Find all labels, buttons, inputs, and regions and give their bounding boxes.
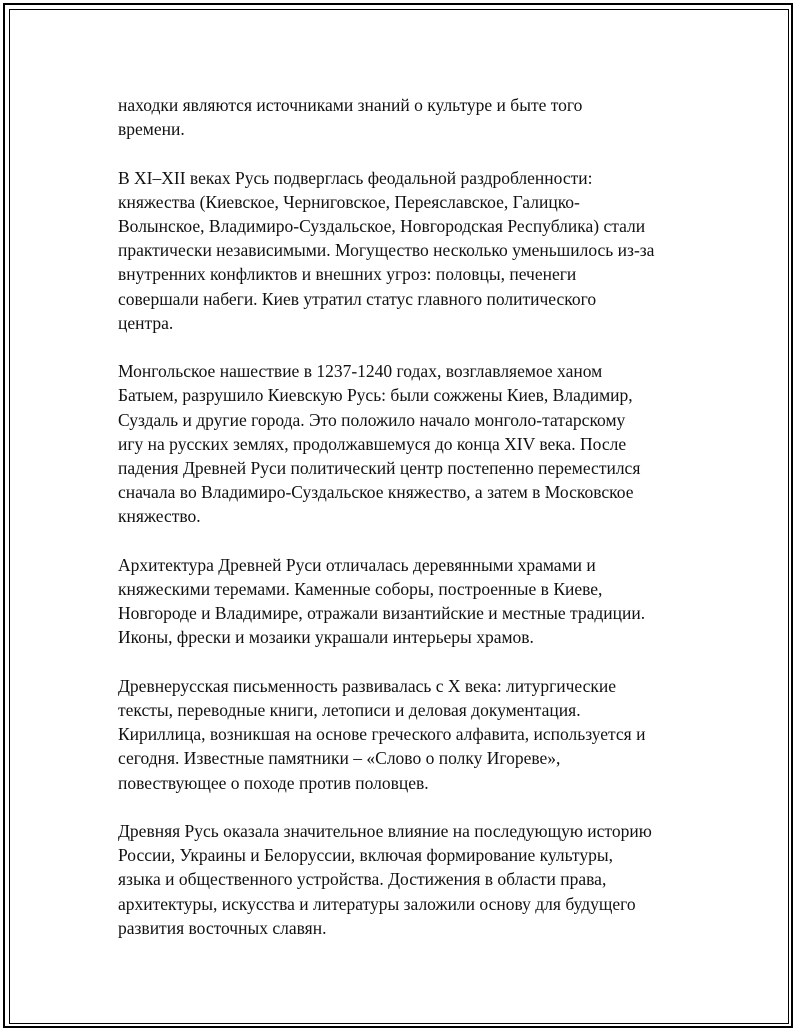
- text-line: княжескими теремами. Каменные соборы, построенные в Киеве,: [118, 579, 603, 600]
- text-line: игу на русских землях, продолжавшемуся до конца XIV века. После: [118, 433, 627, 454]
- text-line: Батыем, разрушило Киевскую Русь: были сожжены Киев, Владимир,: [118, 385, 633, 406]
- text-line: центра.: [118, 312, 174, 333]
- text-line: Древнерусская письменность развивалась с X века: литургические: [118, 675, 617, 696]
- text-line: падения Древней Руси политический центр постепенно переместился: [118, 458, 641, 479]
- paragraph-mongol-invasion: [118, 359, 718, 528]
- text-line: внутренних конфликтов и внешних угроз: половцы, печенеги: [118, 264, 577, 285]
- text-line: тексты, переводные книги, летописи и деловая документация.: [118, 700, 581, 721]
- paragraph-legacy: [118, 819, 718, 940]
- text-line: княжество.: [118, 506, 201, 527]
- paragraph-architecture: [118, 553, 718, 650]
- paragraph-findings: [118, 93, 718, 141]
- text-line: Иконы, фрески и мозаики украшали интерьеры храмов.: [118, 627, 534, 648]
- text-line: Монгольское нашествие в 1237-1240 годах, возглавляемое ханом: [118, 361, 603, 382]
- text-line: России, Украины и Белоруссии, включая формирование культуры,: [118, 845, 613, 866]
- paragraph-writing: [118, 674, 718, 795]
- text-line: В XI–XII веках Русь подверглась феодальной раздробленности:: [118, 167, 593, 188]
- text-line: совершали набеги. Киев утратил статус главного политического: [118, 288, 597, 309]
- text-line: языка и общественного устройства. Достижения в области права,: [118, 869, 607, 890]
- text-line: Древняя Русь оказала значительное влияние на последующую историю: [118, 821, 652, 842]
- paragraph-feudal-fragmentation: [118, 166, 718, 335]
- text-line: повествующее о походе против половцев.: [118, 772, 429, 793]
- text-line: сегодня. Известные памятники – «Слово о полку Игореве»,: [118, 748, 561, 769]
- text-line: практически независимыми. Могущество несколько уменьшилось из-за: [118, 240, 655, 261]
- text-line: Архитектура Древней Руси отличалась деревянными храмами и: [118, 554, 596, 575]
- text-line: княжества (Киевское, Черниговское, Переяславское, Галицко-: [118, 191, 580, 212]
- text-line: Суздаль и другие города. Это положило начало монголо-татарскому: [118, 409, 626, 430]
- text-line: Волынское, Владимиро-Суздальское, Новгородская Республика) стали: [118, 216, 646, 236]
- text-line: Кириллица, возникшая на основе греческого алфавита, используется и: [118, 724, 646, 745]
- text-line: находки являются источниками знаний о культуре и быте того: [118, 95, 583, 115]
- text-line: архитектуры, искусства и литературы заложили основу для будущего: [118, 893, 636, 914]
- text-line: времени.: [118, 119, 185, 140]
- text-line: развития восточных славян.: [118, 917, 327, 938]
- text-line: Новгороде и Владимире, отражали византийские и местные традиции.: [118, 603, 646, 624]
- document-body: [118, 93, 718, 964]
- text-line: сначала во Владимиро-Суздальское княжество, а затем в Московское: [118, 482, 634, 503]
